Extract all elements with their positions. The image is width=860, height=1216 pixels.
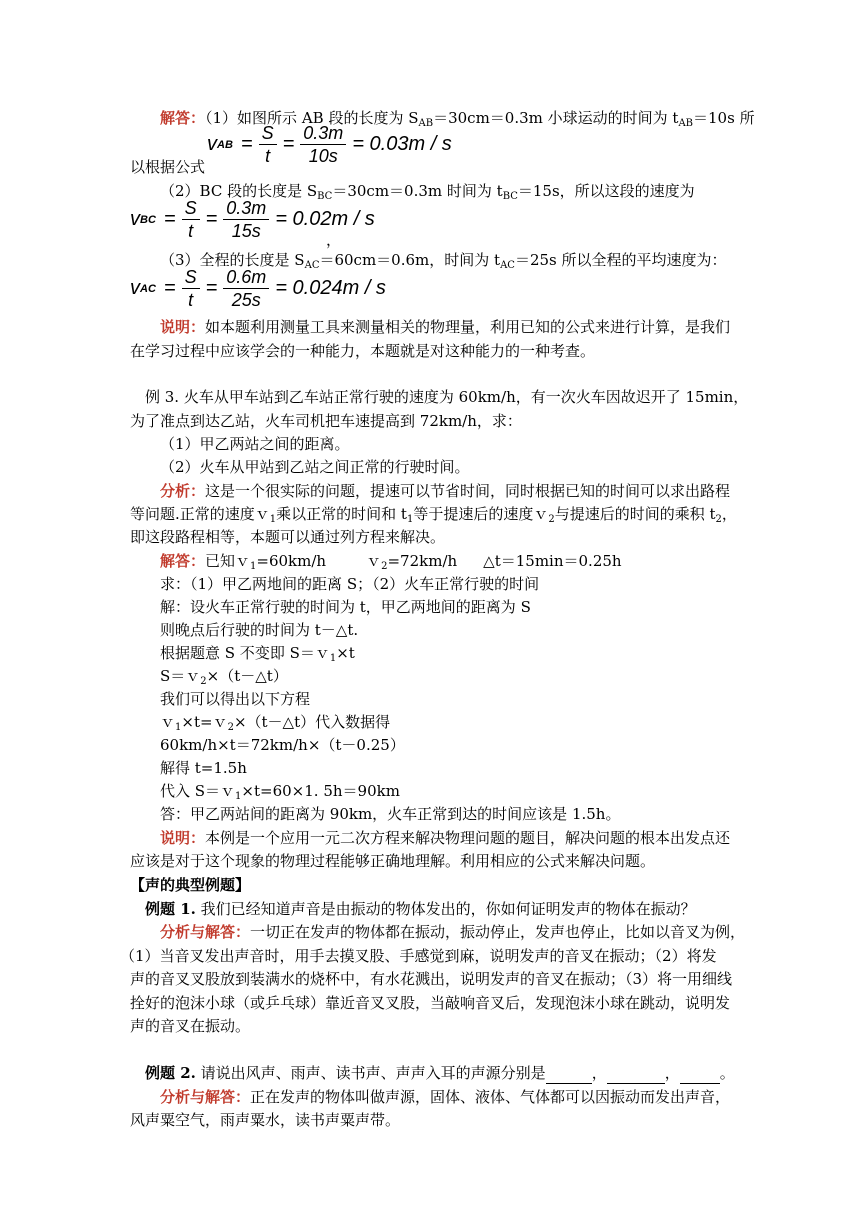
formula-sub: BC	[140, 213, 156, 226]
note-text: 如本题利用测量工具来测量相关的物理量，利用已知的公式来进行计算，是我们	[205, 318, 731, 336]
analysis-text: 等于提速后的速度ｖ	[413, 505, 549, 523]
answer-label: 解答：	[160, 109, 206, 127]
formula-eq: =	[240, 133, 253, 155]
formula-v: v	[207, 133, 217, 155]
sub: 2	[227, 722, 234, 733]
note-line	[160, 828, 730, 848]
note-line	[160, 317, 730, 337]
known-text: =72km/h	[387, 552, 458, 570]
solution-text: S＝ｖ	[160, 667, 201, 685]
answer-1-line	[160, 922, 745, 942]
formula-sub: AB	[217, 138, 233, 151]
example-2-text: 请说出风声、雨声、读书声、声声入耳的声源分别是	[200, 1064, 546, 1082]
fraction-num: 0.3m	[223, 197, 269, 220]
example-1-text: 我们已经知道声音是由振动的物体发出的，你如何证明发声的物体在振动？	[200, 900, 696, 918]
fraction-den: 15s	[231, 221, 261, 241]
fraction-num: 0.6m	[223, 266, 269, 289]
fraction	[182, 197, 200, 242]
note-label: 说明：	[160, 318, 206, 336]
ab-sub: AB	[678, 118, 694, 129]
formula-result: = 0.02m / s	[275, 208, 375, 230]
analysis-text: ，	[721, 505, 737, 523]
answer-1-line: 声的音叉在振动。	[130, 1017, 251, 1035]
solution-text: ×（t－△t）代入数据得	[233, 713, 391, 731]
ask-line: 求：（1）甲乙两地间的距离 S；（2）火车正常行驶的时间	[160, 575, 540, 593]
solution-line: 解：设火车正常行驶的时间为 t，甲乙两地间的距离为 S	[160, 598, 531, 616]
bc-text: ＝30cm＝0.3m 时间为 t	[332, 182, 503, 200]
note-label: 说明：	[160, 829, 206, 847]
analysis-text: 等问题.正常的速度ｖ	[130, 505, 270, 523]
fraction-den: 25s	[231, 290, 261, 310]
formula-eq: =	[163, 208, 176, 230]
answer-blank[interactable]	[680, 1063, 720, 1084]
answer-text: 一切正在发声的物体都在振动，振动停止，发声也停止，比如以音叉为例，	[250, 923, 746, 941]
solution-text: ×t=60×1. 5h＝90km	[241, 782, 400, 800]
solution-text: ×t	[336, 644, 355, 662]
separator: ，	[591, 1064, 607, 1082]
ab-text: ＝10s 所	[693, 109, 755, 127]
note-line: 应该是对于这个现象的物理过程能够正确地理解。利用相应的公式来解决问题。	[130, 852, 656, 870]
example-1-label: 例题 1.	[145, 900, 196, 918]
answer-1-line: 声的音叉叉股放到装满水的烧杯中，有水花溅出，说明发声的音叉在振动；（3）将一用细线	[130, 970, 733, 988]
known-text: △t＝15min＝0.25h	[483, 552, 622, 570]
known-text: 已知ｖ	[205, 552, 251, 570]
formula-eq: =	[163, 277, 176, 299]
fraction	[259, 122, 277, 167]
note-line: 在学习过程中应该学会的一种能力，本题就是对这种能力的一种考查。	[130, 342, 596, 360]
example3-line: 为了准点到达乙站，火车司机把车速提高到 72km/h，求：	[130, 412, 522, 430]
formula-v: v	[130, 277, 140, 299]
bc-text: （2）BC 段的长度是 S	[160, 182, 318, 200]
sub: 1	[175, 722, 182, 733]
ac-sub: AC	[500, 260, 515, 271]
ac-text: ＝25s 所以全程的平均速度为：	[514, 251, 727, 269]
formula-v: v	[130, 208, 140, 230]
fraction-num: S	[259, 122, 277, 145]
sub: 1	[406, 514, 414, 525]
solution-line: 我们可以得出以下方程	[160, 690, 311, 708]
analysis-text: 与提速后的时间的乘积 t	[554, 505, 716, 523]
solution-text: ×t=ｖ	[181, 713, 228, 731]
analysis-line: 即这段路程相等，本题可以通过列方程来解决。	[130, 528, 446, 546]
solution-line: 解得 t=1.5h	[160, 759, 247, 777]
fraction	[223, 266, 269, 311]
analysis-text: 这是一个很实际的问题，提速可以节省时间，同时根据已知的时间可以求出路程	[205, 482, 731, 500]
fraction-den: t	[188, 221, 194, 241]
fraction-den: 10s	[308, 146, 338, 166]
answer-1-line: 拴好的泡沫小球（或乒乓球）靠近音叉叉股，当敲响音叉后，发现泡沫小球在跳动，说明发	[130, 994, 731, 1012]
answer-blank[interactable]	[546, 1063, 592, 1084]
sub: 2	[548, 514, 555, 525]
formula-eq: =	[205, 277, 218, 299]
note-text: 本例是一个应用一元二次方程来解决物理问题的题目，解决问题的根本出发点还	[205, 829, 731, 847]
answer-label: 解答：	[160, 552, 206, 570]
solution-text: ×（t－△t）	[206, 667, 288, 685]
bc-sub: BC	[502, 191, 518, 202]
example3-line: 例 3. 火车从甲车站到乙车站正常行驶的速度为 60km/h，有一次火车因故迟开了 15min，	[145, 388, 749, 406]
example-2	[145, 1063, 735, 1084]
sub: 2	[715, 514, 722, 525]
question-1: （1）甲乙两站之间的距离。	[160, 435, 350, 453]
ab-text: （1）如图所示 AB 段的长度为 S	[205, 109, 419, 127]
analysis-line	[160, 481, 730, 501]
ab-text: ＝30cm＝0.3m 小球运动的时间为 t	[433, 109, 679, 127]
known-text: =60km/h	[256, 552, 327, 570]
analysis-answer-label: 分析与解答：	[160, 1088, 251, 1106]
separator: 。	[719, 1064, 735, 1082]
answer-1-line: （1）当音叉发出声音时，用手去摸叉股、手感觉到麻，说明发声的音叉在振动；（2）将发	[120, 947, 717, 965]
ac-text: （3）全程的长度是 S	[160, 251, 305, 269]
separator: ，	[664, 1064, 680, 1082]
fraction-num: S	[182, 266, 200, 289]
formula-vab	[207, 122, 452, 167]
fraction	[182, 266, 200, 311]
fraction-num: 0.3m	[300, 122, 346, 145]
answer-2-line	[160, 1087, 730, 1107]
solution-line: 则晚点后行驶的时间为 t－△t.	[160, 621, 359, 639]
formula-eq: =	[205, 208, 218, 230]
solution-line: 60km/h×t＝72km/h×（t－0.25）	[160, 736, 405, 754]
analysis-text: 乘以正常的时间和 t	[276, 505, 407, 523]
bc-sub: BC	[317, 191, 333, 202]
fraction-num: S	[182, 197, 200, 220]
formula-result: = 0.03m / s	[352, 133, 452, 155]
solution-text: ｖ	[160, 713, 176, 731]
answer-blank[interactable]	[607, 1063, 665, 1084]
ac-text: ＝60cm＝0.6m，时间为 t	[319, 251, 501, 269]
question-2: （2）火车从甲站到乙站之间正常的行驶时间。	[160, 458, 470, 476]
sub: 1	[269, 514, 277, 525]
sub: 1	[235, 791, 242, 802]
ab-sub: AB	[418, 118, 434, 129]
sub: 2	[200, 676, 207, 687]
final-answer: 答：甲乙两站间的距离为 90km，火车正常到达的时间应该是 1.5h。	[160, 805, 621, 823]
example-1	[145, 899, 696, 919]
formula-result: = 0.024m / s	[275, 277, 386, 299]
formula-sub: AC	[140, 282, 156, 295]
sub: 2	[381, 561, 388, 572]
sub: 1	[250, 561, 257, 572]
sub: 1	[329, 653, 337, 664]
bc-text: ＝15s，所以这段的速度为	[517, 182, 695, 200]
solution-text: 根据题意 S 不变即 S＝ｖ	[160, 644, 330, 662]
formula-eq: =	[282, 133, 295, 155]
fraction-den: t	[265, 146, 271, 166]
fraction	[223, 197, 269, 242]
answer-2-line: 风声粟空气，雨声粟水，读书声粟声带。	[130, 1111, 401, 1129]
formula-comma: ，	[326, 231, 342, 249]
fraction	[300, 122, 346, 167]
fraction-den: t	[188, 290, 194, 310]
formula-vac	[130, 266, 386, 311]
formula-intro: 以根据公式	[130, 158, 206, 176]
example-2-label: 例题 2.	[145, 1064, 196, 1082]
section-title: 【声的典型例题】	[130, 876, 251, 894]
solution-text: 代入 S＝ｖ	[160, 782, 236, 800]
analysis-label: 分析：	[160, 482, 206, 500]
ac-sub: AC	[304, 260, 320, 271]
answer-text: 正在发声的物体叫做声源，固体、液体、气体都可以因振动而发出声音，	[250, 1088, 731, 1106]
known-text: ｖ	[366, 552, 382, 570]
analysis-answer-label: 分析与解答：	[160, 923, 251, 941]
